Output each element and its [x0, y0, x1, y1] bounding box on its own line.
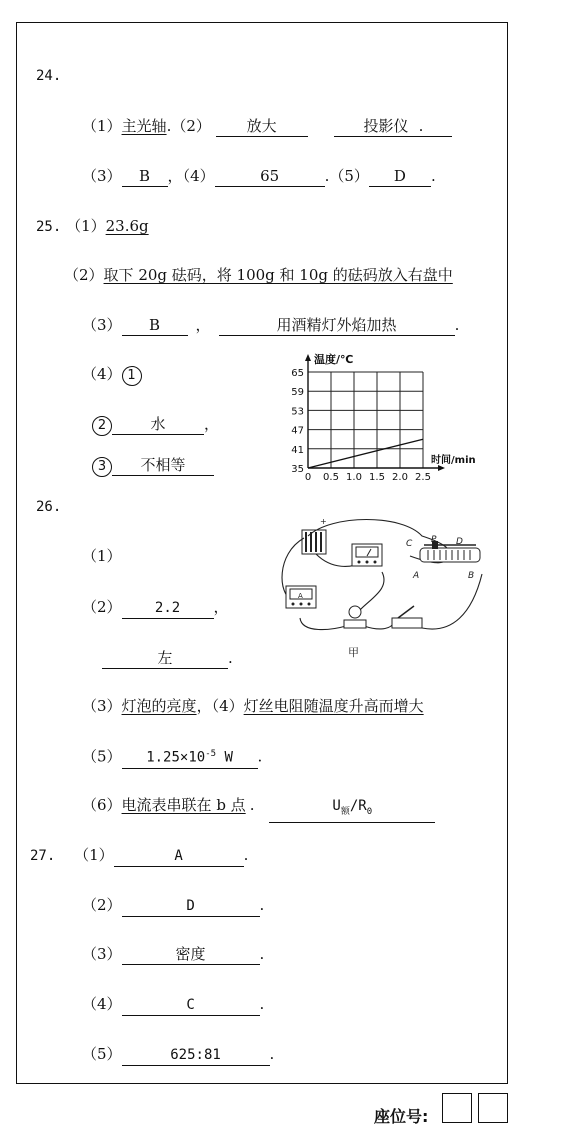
- q24-part5-label: （5）: [329, 167, 369, 185]
- circled-number-1: 1: [122, 366, 142, 386]
- q25-part1-label: （1）: [66, 217, 106, 235]
- punct: .: [228, 649, 233, 667]
- q27-part1-label: （1）: [74, 846, 114, 864]
- q27-line1: [30, 845, 248, 867]
- q27-part2-label: （2）: [82, 896, 122, 914]
- q26-part6-label: （6）: [82, 796, 122, 814]
- punct: .: [257, 747, 263, 766]
- punct: .: [454, 316, 460, 334]
- q27-line5: [82, 1044, 274, 1066]
- q26-line2: [82, 597, 229, 619]
- q26-line3: [102, 648, 233, 669]
- q24-line1: [82, 116, 452, 137]
- seat-number-box-1[interactable]: [442, 1093, 472, 1123]
- q25-answer3b: 用酒精灯外焰加热: [219, 316, 455, 336]
- q25-line5: [92, 414, 219, 436]
- q27-line2: [82, 895, 264, 917]
- punct: .: [259, 995, 265, 1013]
- q26-answer6a: 电流表串联在 b 点: [121, 796, 246, 814]
- voltmeter-icon: [352, 544, 382, 566]
- q24-part2-label: （2）: [171, 117, 211, 135]
- q25-answer2: 取下 20g 砝码，将 100g 和 10g 的砝码放入右盘中: [103, 266, 453, 284]
- q25-answer4-2: 水: [112, 415, 204, 435]
- q27-answer1: A: [114, 847, 244, 867]
- q26-part5-label: （5）: [82, 747, 122, 766]
- chart-y-tick-label: 59: [291, 387, 304, 399]
- q25-line3: [82, 315, 459, 336]
- q25-part4-label: （4）: [82, 365, 122, 383]
- q26-line4: [82, 696, 424, 716]
- q24-answer2b-text: 投影仪: [363, 117, 409, 135]
- q25-answer3a: B: [122, 316, 188, 336]
- q27-part4-label: （4）: [82, 995, 122, 1013]
- q26-number: 26.: [36, 499, 62, 515]
- punct: .: [430, 167, 436, 185]
- q25-line2: [64, 265, 453, 285]
- light-bulb-icon: [344, 606, 366, 628]
- rheostat-label-d: D: [456, 537, 463, 547]
- q24-number: 24.: [36, 68, 62, 84]
- q24-part3-label: （3）: [82, 167, 122, 185]
- chart-y-tick-label: 53: [291, 406, 304, 418]
- q25-number: 25.: [36, 219, 62, 235]
- q24-answer1: 主光轴: [121, 117, 167, 135]
- diagram-caption: 甲: [348, 646, 359, 659]
- punct: .: [324, 167, 330, 185]
- rheostat-label-b: B: [468, 571, 475, 581]
- q26-part1-label: （1）: [82, 547, 122, 565]
- q26-line1: [82, 546, 122, 566]
- punct: .: [249, 796, 255, 814]
- q24-part1-label: （1）: [82, 117, 122, 135]
- q26-answer5-base: 1.25×10: [146, 749, 206, 766]
- q24-answer2b: [334, 117, 452, 137]
- formula-r: /R: [349, 798, 367, 814]
- q26-line5: [82, 745, 262, 769]
- formula-sub-rated: 额: [340, 806, 350, 817]
- q24-line2: [82, 166, 436, 187]
- q26-answer2b: 左: [102, 649, 228, 669]
- chart-x-tick-label: 2.5: [415, 472, 431, 483]
- circled-number-2: 2: [92, 416, 112, 436]
- q25-part3-label: （3）: [82, 316, 122, 334]
- chart-x-tick-label: 2.0: [392, 472, 408, 483]
- chart-y-tick-label: 47: [291, 425, 304, 437]
- switch-icon: [392, 606, 422, 628]
- chart-y-tick-label: 41: [291, 444, 304, 456]
- seat-number-label: 座位号:: [374, 1107, 429, 1126]
- formula-u: U: [332, 798, 341, 814]
- q24-answer2a: 放大: [216, 117, 308, 137]
- q27-part3-label: （3）: [82, 945, 122, 963]
- q26-part3-label: （3）: [82, 697, 122, 715]
- q26-part4-label: （4）: [211, 697, 244, 715]
- chart-x-axis-label: 时间/min: [431, 455, 476, 466]
- temperature-time-chart: [280, 348, 495, 490]
- q26-answer5-unit: W: [216, 749, 233, 766]
- circuit-wires: [282, 520, 482, 630]
- q25-line4: [82, 364, 142, 386]
- punct: ，: [204, 415, 220, 433]
- q25-answer4-3: 不相等: [112, 456, 214, 476]
- battery-icon: [302, 517, 327, 554]
- q25-answer1: 23.6g: [105, 217, 149, 235]
- q26-answer5-exponent: -5: [205, 749, 217, 759]
- q26-line6: [82, 795, 435, 823]
- q26-part2-label: （2）: [82, 598, 122, 616]
- chart-y-axis-arrow: [305, 354, 311, 361]
- chart-y-axis-label: 温度/℃: [314, 353, 354, 366]
- q25-line6: [92, 455, 214, 477]
- q25-line1: [36, 216, 149, 237]
- q24-answer5: D: [369, 167, 431, 187]
- chart-series: [308, 439, 423, 468]
- punct: .: [166, 117, 172, 135]
- chart-x-tick-label: 1.0: [346, 472, 362, 483]
- q27-line4: [82, 994, 264, 1016]
- chart-x-tick-label: 0.5: [323, 472, 339, 483]
- q27-part5-label: （5）: [82, 1045, 122, 1063]
- q27-number: 27.: [30, 848, 56, 864]
- punct: .: [269, 1045, 275, 1063]
- q27-answer4: C: [122, 996, 260, 1016]
- circled-number-3: 3: [92, 457, 112, 477]
- q24-part4-label: （4）: [182, 167, 215, 185]
- chart-x-tick-label: 1.5: [369, 472, 385, 483]
- svg-text:A: A: [298, 592, 303, 600]
- punct: ，: [167, 167, 183, 185]
- punct: .: [259, 945, 265, 963]
- punct: .: [259, 896, 265, 914]
- q27-answer2: D: [122, 897, 260, 917]
- chart-y-tick-label: 65: [291, 368, 304, 379]
- q27-answer3: 密度: [122, 945, 260, 965]
- q24-answer3: B: [122, 167, 168, 187]
- ammeter-icon: [286, 586, 316, 608]
- punct: ，: [213, 598, 229, 616]
- chart-y-tick-label: 35: [291, 464, 304, 475]
- chart-x-tick-label: 0: [304, 472, 312, 483]
- circuit-diagram: [272, 514, 502, 664]
- q26-answer4: 灯丝电阻随温度升高而增大: [243, 697, 424, 715]
- q25-part2-label: （2）: [64, 266, 104, 284]
- rheostat-label-p: P: [431, 535, 437, 545]
- q27-line3: [82, 944, 264, 965]
- q24-answer4: 65: [215, 167, 325, 187]
- seat-number-box-2[interactable]: [478, 1093, 508, 1123]
- q26-answer5: [122, 745, 258, 769]
- formula-sub-zero: 0: [366, 806, 373, 817]
- punct: .: [243, 846, 249, 864]
- q26-answer3: 灯泡的亮度: [121, 697, 197, 715]
- q26-answer2a: 2.2: [122, 599, 214, 619]
- chart-series-line: [308, 439, 423, 468]
- punct: ，: [195, 316, 211, 334]
- rheostat-label-a: A: [413, 571, 420, 581]
- rheostat-label-c: C: [406, 539, 413, 549]
- punct: .: [418, 117, 424, 135]
- punct: ，: [196, 697, 212, 715]
- svg-text:+: +: [320, 517, 327, 526]
- q27-answer5: 625:81: [122, 1046, 270, 1066]
- q26-answer6b: [269, 797, 435, 823]
